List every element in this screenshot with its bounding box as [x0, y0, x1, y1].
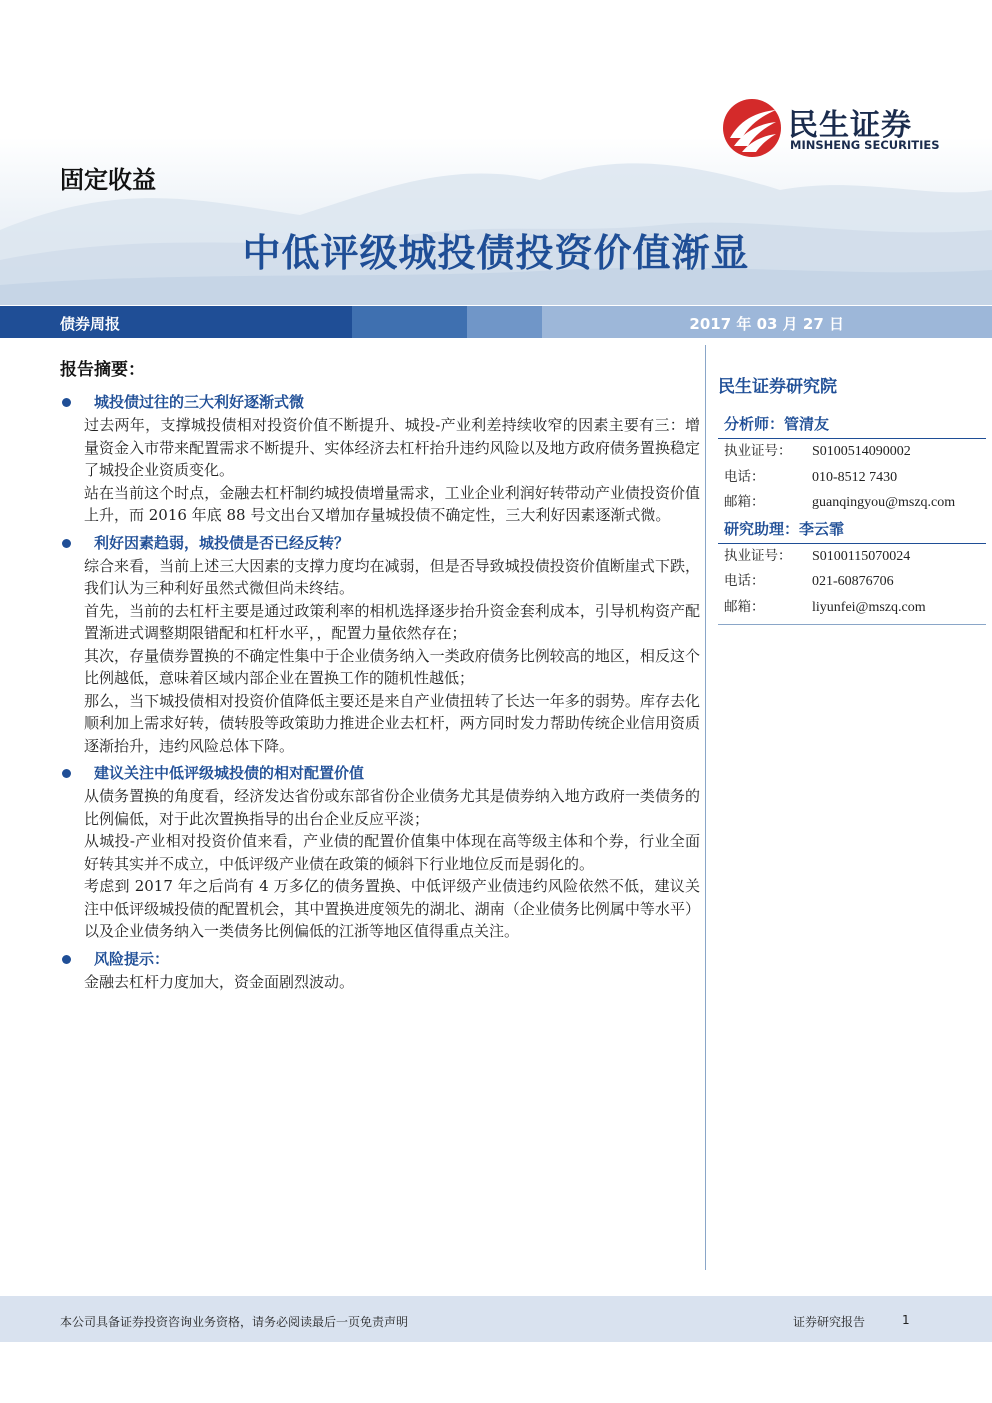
phone-number: 021-60876706: [812, 574, 894, 589]
company-logo: [722, 98, 952, 158]
info-key: 电话：: [724, 573, 765, 589]
section-label: 固定收益: [60, 166, 156, 194]
institute-name: 民生证券研究院: [718, 377, 837, 397]
info-row: [718, 490, 986, 516]
analyst-heading: 分析师：管清友: [718, 411, 986, 439]
info-key: 电话：: [724, 468, 765, 485]
paragraph: 考虑到 2017 年之后尚有 4 万多亿的债务置换、中低评级产业债违约风险依然不低，建议关注中低评级城投债的配置机会，其中置换进度领先的湖北、湖南（企业债务比例属中等水平）以及企业债务纳入一类债务比例偏低的江浙等地区值得重点关注。: [84, 877, 700, 940]
section-heading: [60, 761, 700, 785]
info-row: [718, 544, 986, 570]
minsheng-logo-icon: [722, 98, 782, 158]
paragraph: 金融去杠杆力度加大，资金面剧烈波动。: [84, 972, 355, 991]
info-key: 执业证号：: [724, 547, 792, 564]
paragraph: 其次，存量债券置换的不确定性集中于企业债务纳入一类政府债务比例较高的地区，相反这个比例越低，意味着区域内部企业在置换工作的随机性越低；: [84, 646, 700, 687]
paragraph: 那么，当下城投债相对投资价值降低主要还是来自产业债扭转了长达一年多的弱势。库存去化顺利加上需求好转，债转股等政策助力推进企业去杠杆，两方同时发力帮助传统企业信用资质逐渐抬升，违约风险总体下降。: [84, 691, 700, 755]
paragraph: 综合来看，当前上述三大因素的支撑力度均在减弱，但是否导致城投债投资价值断崖式下跌，我们认为三种利好虽然式微但尚未终结。: [84, 556, 700, 597]
bullet-icon: [62, 539, 71, 548]
sidebar-end-rule: [718, 624, 986, 631]
report-type-label: 债券周报: [60, 315, 121, 333]
phone-number: 010-8512 7430: [812, 469, 898, 485]
summary-section: [60, 947, 700, 994]
summary-section: [60, 390, 700, 527]
logo-text-en: MINSHENG SECURITIES: [790, 138, 940, 152]
license-number: S0100514090002: [812, 444, 911, 459]
section-heading: [60, 947, 700, 971]
info-row: [718, 569, 986, 595]
summary-section: [60, 531, 700, 758]
info-key: 邮箱：: [724, 494, 765, 510]
report-date: 2017 年 03 月 27 日: [689, 315, 844, 333]
assistant-heading: 研究助理：李云霏: [718, 516, 986, 544]
bullet-icon: [62, 955, 71, 964]
section-title: 利好因素趋弱，城投债是否已经反转？: [94, 533, 350, 552]
footer-disclaimer: 本公司具备证券投资咨询业务资格，请务必阅读最后一页免责声明: [60, 1315, 409, 1329]
paragraph: 过去两年，支撑城投债相对投资价值不断提升、城投-产业利差持续收窄的因素主要有三：增量资金入市带来配置需求不断提升、实体经济去杠杆抬升违约风险以及地方政府债务置换稳定了城投企业资质变化。: [84, 416, 700, 479]
paragraph: 从城投-产业相对投资价值来看，产业债的配置价值集中体现在高等级主体和个券，行业全面好转其实并不成立，中低评级产业债在政策的倾斜下行业地位反而是弱化的。: [84, 832, 700, 873]
email-link[interactable]: guanqingyou@mszq.com: [812, 495, 956, 510]
page-number: 1: [902, 1313, 910, 1327]
band-segment: [352, 306, 467, 338]
info-row: [718, 465, 986, 491]
email-link[interactable]: liyunfei@mszq.com: [812, 599, 926, 615]
info-key: 执业证号：: [724, 443, 792, 459]
band-segment: [467, 306, 542, 338]
analyst-sidebar: [718, 372, 986, 631]
bullet-icon: [62, 769, 71, 778]
bullet-icon: [62, 398, 71, 407]
column-divider: [705, 345, 706, 1270]
section-title: 建议关注中低评级城投债的相对配置价值: [94, 764, 365, 782]
info-row: [718, 439, 986, 465]
report-title: 中低评级城投债投资价值渐显: [242, 231, 750, 275]
info-row: [718, 595, 986, 621]
paragraph: 首先，当前的去杠杆主要是通过政策利率的相机选择逐步抬升资金套利成本，引导机构资产配置渐进式调整期限错配和杠杆水平，，配置力量依然存在；: [84, 601, 700, 642]
section-heading: [60, 531, 700, 555]
summary-section: [60, 761, 700, 943]
logo-text-cn: 民生证券: [788, 108, 912, 143]
info-key: 邮箱：: [724, 598, 765, 615]
summary-column: [60, 355, 700, 997]
section-title: 风险提示：: [94, 949, 170, 968]
summary-heading: 报告摘要：: [60, 360, 145, 380]
paragraph: 站在当前这个时点，金融去杠杆制约城投债增量需求，工业企业利润好转带动产业债投资价值上升，而 2016 年底 88 号文出台又增加存量城投债不确定性，三大利好因素逐渐式微。: [84, 483, 700, 524]
section-title: 城投债过往的三大利好逐渐式微: [94, 393, 305, 411]
footer-doc-type: 证券研究报告: [793, 1315, 866, 1329]
paragraph: 从债务置换的角度看，经济发达省份或东部省份企业债务尤其是债券纳入地方政府一类债务的比例偏低，对于此次置换指导的出台企业反应平淡；: [84, 787, 700, 828]
band-segment: [0, 306, 352, 338]
license-number: S0100115070024: [812, 548, 911, 564]
section-heading: [60, 390, 700, 414]
